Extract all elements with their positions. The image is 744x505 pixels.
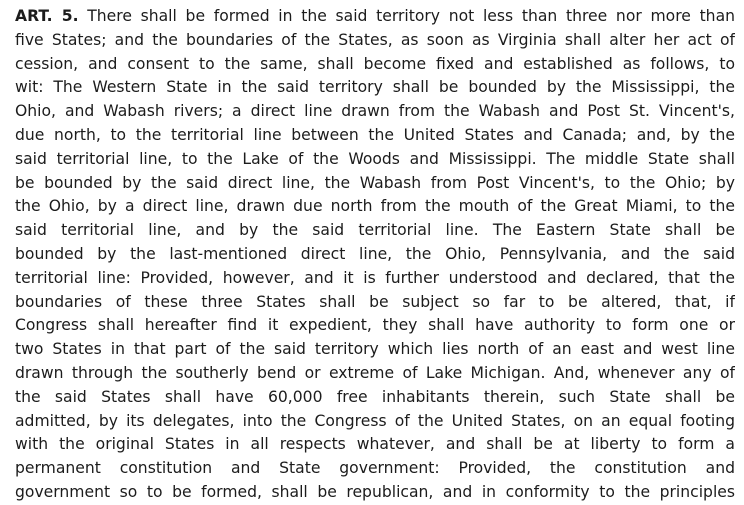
text-line-15: two States in that part of the said territory which lies north of an east and west line	[15, 340, 735, 359]
text-line-8: be bounded by the said direct line, the Wabash from Post Vincent's, to the Ohio; by	[15, 173, 735, 192]
text-line-20: permanent constitution and State government: Provided, the constitution and	[15, 459, 735, 478]
text-line-9: the Ohio, by a direct line, drawn due north from the mouth of the Great Miami, to the	[15, 197, 735, 216]
text-line-17: the said States shall have 60,000 free inhabitants therein, such State shall be	[15, 387, 735, 406]
text-line-12: territorial line: Provided, however, and it is further understood and declared, that the	[15, 268, 735, 287]
text-line-5: Ohio, and Wabash rivers; a direct line drawn from the Wabash and Post St. Vincent's,	[15, 102, 735, 121]
text-line-14: Congress shall hereafter find it expedient, they shall have authority to form one or	[15, 316, 735, 335]
text-line-6: due north, to the territorial line between the United States and Canada; and, by the	[15, 125, 735, 144]
text-line-21: government so to be formed, shall be republican, and in conformity to the principles	[15, 482, 735, 501]
document-page	[15, 5, 735, 505]
text-line-18: admitted, by its delegates, into the Congress of the United States, on an equal footing	[15, 411, 735, 430]
text-line-16: drawn through the southerly bend or extreme of Lake Michigan. And, whenever any of	[15, 363, 735, 382]
text-line-1	[15, 5, 735, 29]
text-line-19: with the original States in all respects whatever, and shall be at liberty to form a	[15, 435, 735, 454]
article-label: ART. 5.	[15, 7, 79, 25]
text-line-11: bounded by the last-mentioned direct line, the Ohio, Pennsylvania, and the said	[15, 244, 735, 263]
text-line-7: said territorial line, to the Lake of the Woods and Mississippi. The middle State shall	[15, 149, 735, 168]
text-line-10: said territorial line, and by the said territorial line. The Eastern State shall be	[15, 221, 735, 240]
text-line-2: five States; and the boundaries of the States, as soon as Virginia shall alter her act of	[15, 30, 735, 49]
text-line-3: cession, and consent to the same, shall become fixed and established as follows, to	[15, 54, 735, 73]
line-1-text: There shall be formed in the said territory not less than three nor more than	[87, 7, 735, 25]
text-line-4: wit: The Western State in the said territory shall be bounded by the Mississippi, the	[15, 78, 735, 97]
text-line-13: boundaries of these three States shall be subject so far to be altered, that, if	[15, 292, 735, 311]
